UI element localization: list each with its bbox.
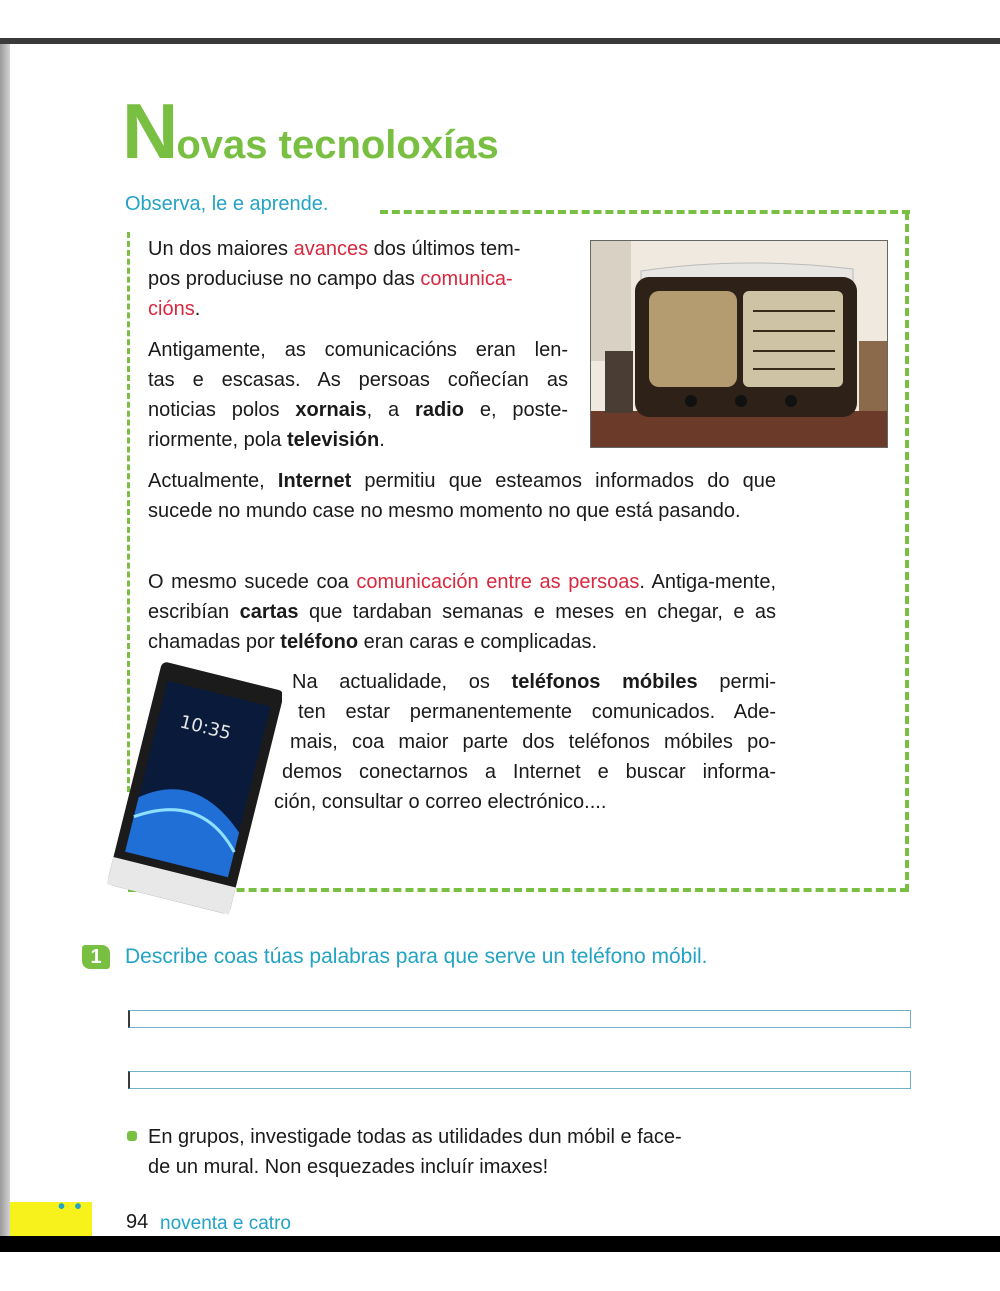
section-subtitle: Observa, le e aprende. (125, 193, 329, 215)
old-radio-image (590, 240, 888, 448)
highlight-comunicacions: comunica- (420, 268, 513, 290)
dashed-frame-top (380, 210, 910, 214)
paragraph-internet: Actualmente, Internet permitiu que esteamos informados do que sucede no mundo case no mesmo momento no que está pasando. (148, 470, 776, 522)
bullet-icon (127, 1131, 137, 1141)
page-number: 94 (126, 1211, 149, 1233)
phone-time: 10:35 (177, 711, 234, 745)
paragraph-communication: O mesmo sucede coa comunicación entre as persoas. Antiga-mente, escribían cartas que tardaban semanas e meses en chegar, e as chamadas por teléfono eran caras e complicadas. (148, 571, 776, 653)
title-initial: N (122, 87, 177, 175)
answer-line-1[interactable] (128, 1010, 911, 1028)
smartphone-image (102, 660, 282, 920)
paragraph-past: Antigamente, as comunicacións eran len- tas e escasas. As persoas coñecían as noticias polos xornais, a radio e, poste- riormente, pola televisión. (148, 339, 568, 451)
paragraph-mobile: Na actualidade, os teléfonos móbiles permi- ten estar permanentemente comunicados. Ade- mais, coa maior parte dos teléfonos móbiles po- demos conectarnos a Internet e buscar informa- ción, consultar o correo electrónico.... (274, 671, 776, 813)
answer-line-2[interactable] (128, 1071, 911, 1089)
decorative-dots-icon: • • (58, 1196, 84, 1218)
paragraph-advances: Un dos maiores avances dos últimos tem- pos produciuse no campo das comunica- cións. (148, 238, 521, 320)
page-number-words: noventa e catro (160, 1213, 291, 1234)
dashed-frame-right (905, 212, 909, 892)
exercise-number-badge: 1 (82, 945, 110, 969)
page-spine (0, 44, 10, 1240)
page-title (122, 87, 499, 175)
title-rest: ovas tecnoloxías (176, 123, 499, 167)
exercise-instruction: Describe coas túas palabras para que serve un teléfono móbil. (125, 945, 708, 968)
group-activity-text: En grupos, investigade todas as utilidades dun móbil e face- de un mural. Non esquezades incluír imaxes! (148, 1126, 682, 1178)
top-border (0, 38, 1000, 44)
bottom-border (0, 1236, 1000, 1252)
highlight-avances: avances (293, 238, 369, 260)
